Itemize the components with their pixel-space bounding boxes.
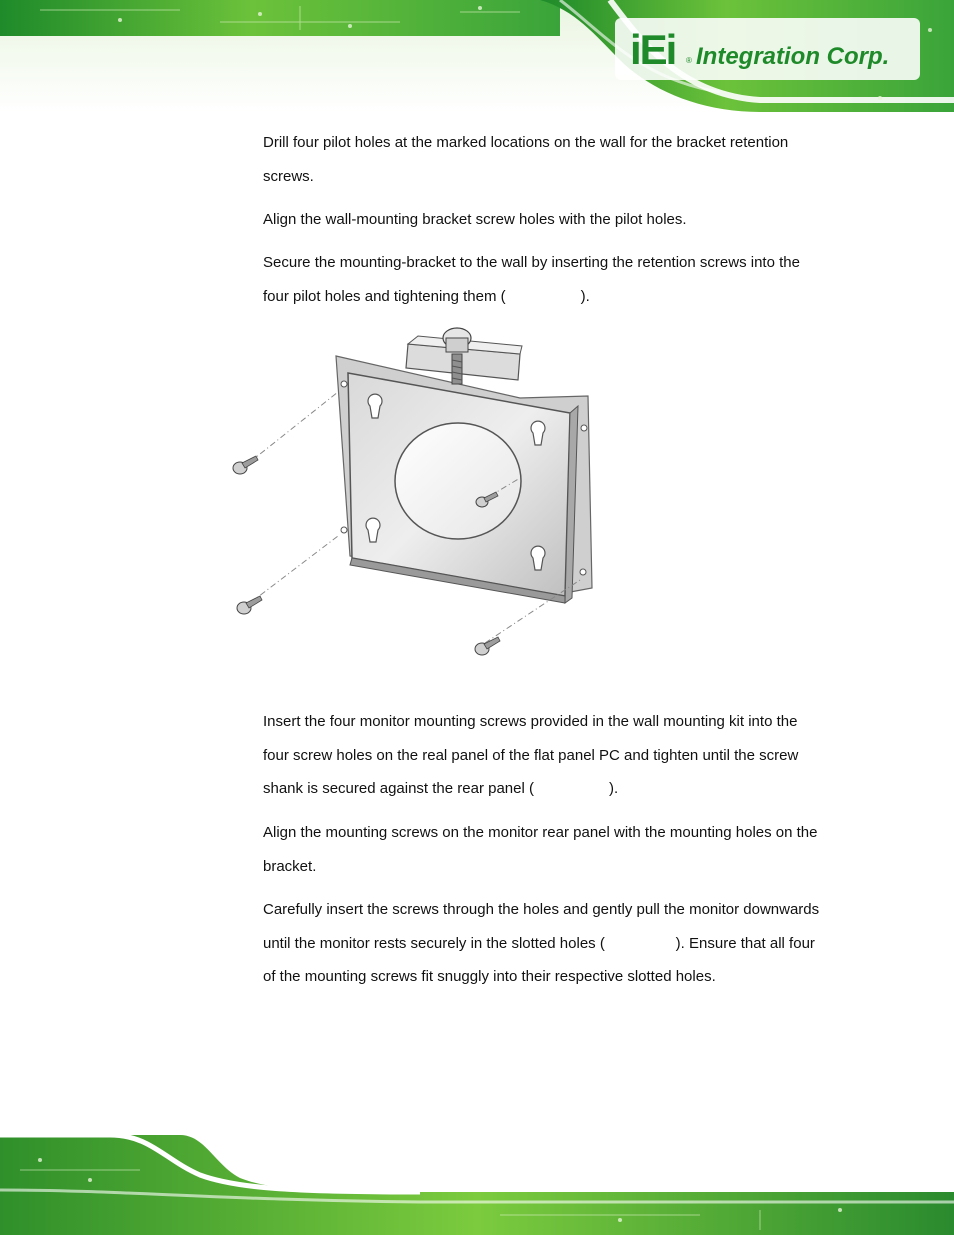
step-insert-monitor-screws: Insert the four monitor mounting screws provided in the wall mounting kit into the four screw holes on the real panel of the flat panel PC and tighten until the screw shank is secured against the rear panel ( ).: [263, 713, 803, 797]
step-hang-monitor: Carefully insert the screws through the holes and gently pull the monitor downwards until the monitor rests securely in the slotted holes ( ). Ensure that all four of the mounting screws fit snuggly into their respective slotted holes.: [263, 901, 824, 985]
step-drill-pilot-holes: Drill four pilot holes at the marked locations on the wall for the bracket retention screws.: [263, 134, 793, 185]
wall-bracket-illustration: [220, 318, 610, 663]
step-align-bracket: Align the wall-mounting bracket screw holes with the pilot holes.: [263, 211, 687, 228]
page-footer: [0, 1130, 954, 1235]
wall-bracket-figure: [220, 318, 610, 663]
page-header: [0, 0, 954, 112]
logo-mark: iEi: [630, 26, 676, 73]
step-align-monitor-screws: Align the mounting screws on the monitor rear panel with the mounting holes on the bracket.: [263, 824, 822, 875]
step-secure-bracket: Secure the mounting-bracket to the wall by inserting the retention screws into the four pilot holes and tightening them ( ).: [263, 254, 805, 305]
footer-green-band: [0, 1130, 954, 1235]
logo-registered-mark: ®: [686, 56, 692, 65]
logo-text: Integration Corp.: [696, 43, 890, 70]
